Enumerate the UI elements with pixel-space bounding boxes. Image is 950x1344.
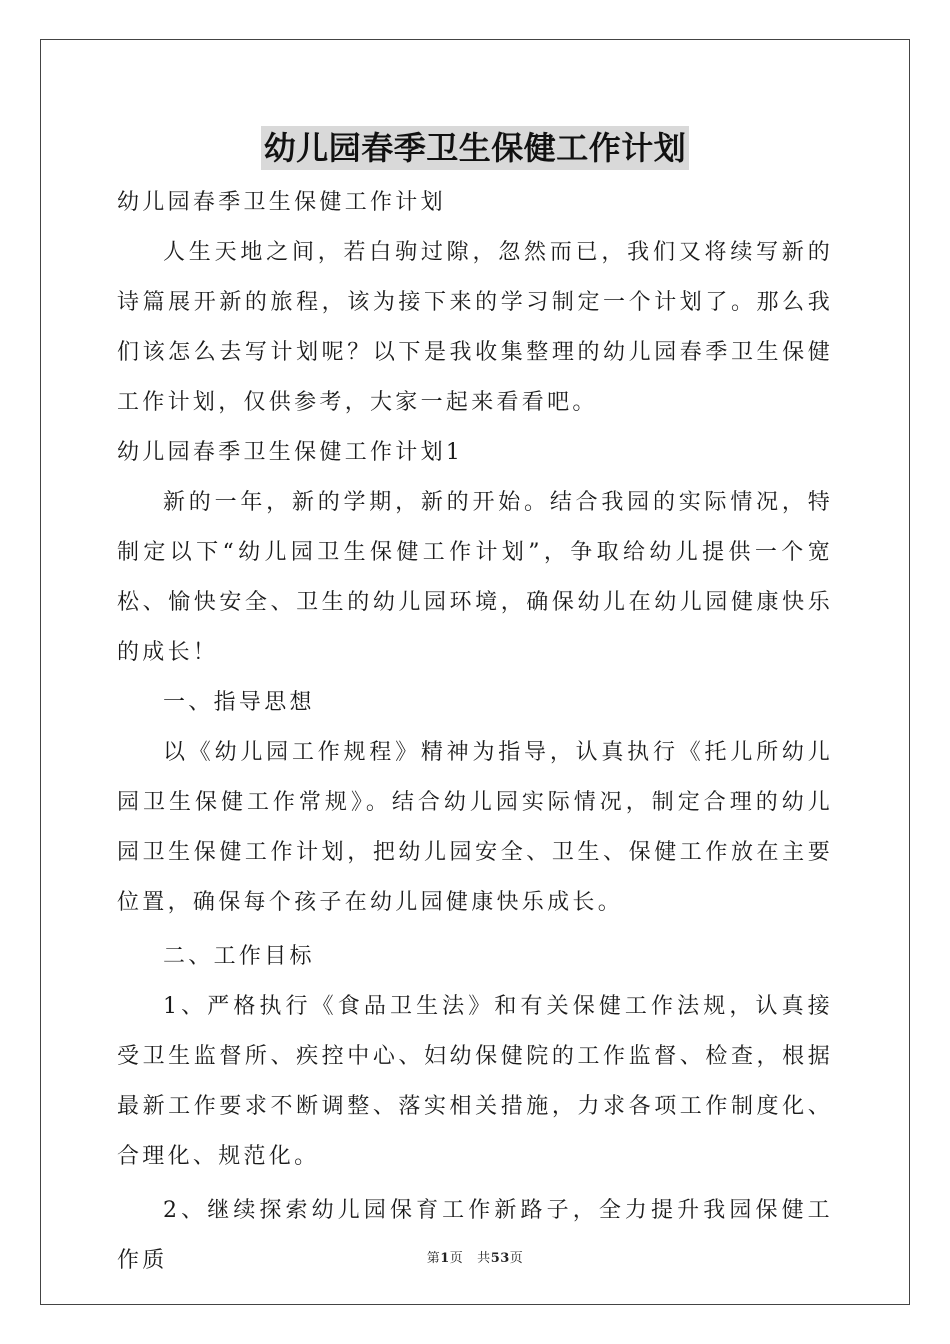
page-suffix: 页	[449, 1251, 464, 1266]
heading-work-goals: 二、工作目标	[163, 944, 315, 969]
page-footer	[0, 1247, 950, 1266]
total-pages: 53	[490, 1251, 510, 1266]
title-wrap	[0, 126, 950, 170]
document-title: 幼儿园春季卫生保健工作计划	[261, 126, 690, 170]
intro-paragraph: 人生天地之间，若白驹过隙，忽然而已，我们又将续写新的诗篇展开新的旅程，该为接下来的学习制定一个计划了。那么我们该怎么去写计划呢？以下是我收集整理的幼儿园春季卫生保健工作计划，仅供参考，大家一起来看看吧。	[117, 240, 833, 415]
page-prefix: 第	[426, 1251, 441, 1266]
paragraph-3: 1、严格执行《食品卫生法》和有关保健工作法规，认真接受卫生监督所、疾控中心、妇幼保健院的工作监督、检查，根据最新工作要求不断调整、落实相关措施，力求各项工作制度化、合理化、规范化。	[117, 994, 833, 1169]
section-title: 幼儿园春季卫生保健工作计划1	[117, 440, 464, 465]
paragraph-4: 2、继续探索幼儿园保育工作新路子，全力提升我园保健工作质	[117, 1198, 833, 1273]
heading-guiding-ideology: 一、指导思想	[163, 690, 315, 715]
subtitle: 幼儿园春季卫生保健工作计划	[117, 190, 446, 215]
page-number: 1	[440, 1251, 450, 1266]
total-suffix: 页	[509, 1251, 524, 1266]
paragraph-2: 以《幼儿园工作规程》精神为指导，认真执行《托儿所幼儿园卫生保健工作常规》。结合幼儿园实际情况，制定合理的幼儿园卫生保健工作计划，把幼儿园安全、卫生、保健工作放在主要位置，确保每个孩子在幼儿园健康快乐成长。	[117, 740, 833, 915]
paragraph-1: 新的一年，新的学期，新的开始。结合我园的实际情况，特制定以下“幼儿园卫生保健工作计划”，争取给幼儿提供一个宽松、愉快安全、卫生的幼儿园环境，确保幼儿在幼儿园健康快乐的成长！	[117, 490, 833, 665]
document-body	[117, 178, 833, 1286]
total-prefix: 共	[477, 1251, 491, 1266]
